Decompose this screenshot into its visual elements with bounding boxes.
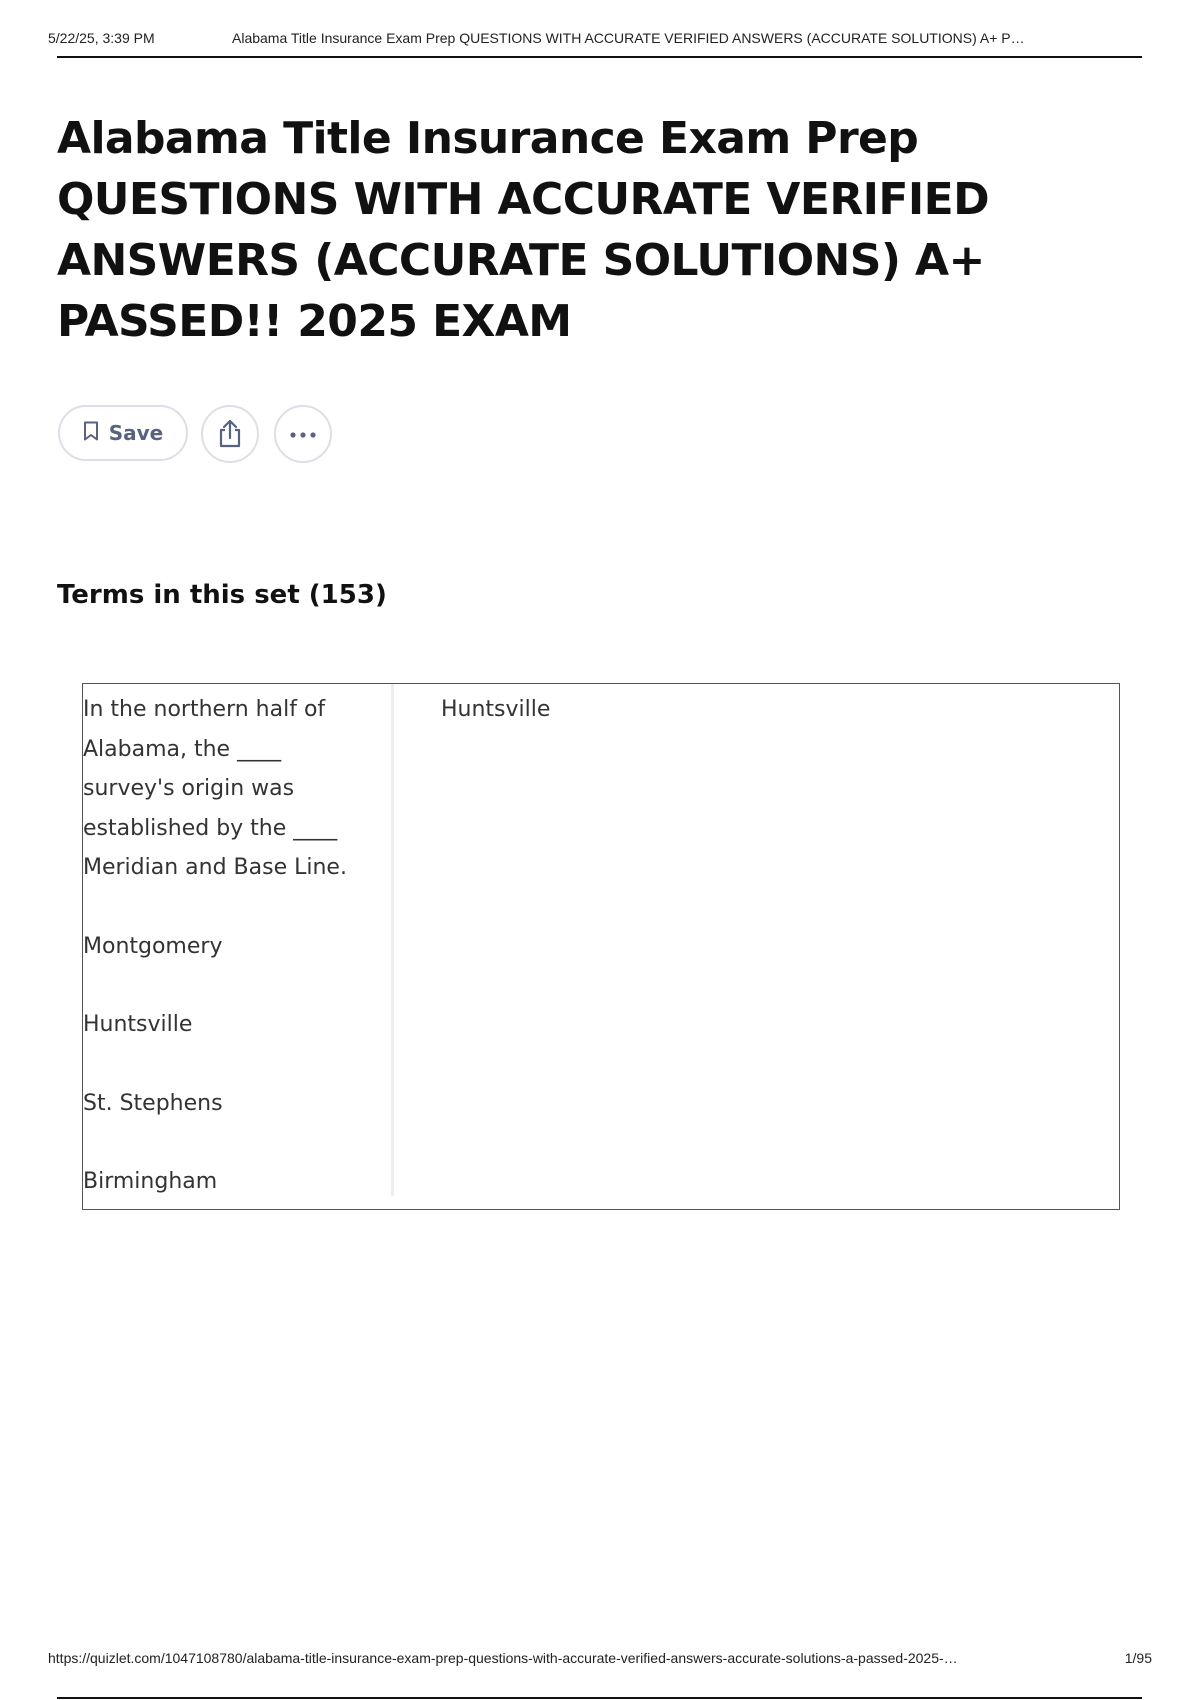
term-option: Birmingham: [83, 1169, 218, 1194]
header-divider: [57, 56, 1142, 58]
bookmark-icon: [83, 421, 99, 446]
term-option: Huntsville: [83, 1012, 193, 1037]
more-horizontal-icon: [289, 427, 317, 442]
footer-divider: [57, 1697, 1142, 1699]
term-question: In the northern half of Alabama, the ____ survey's origin was established by the ____ Meridian and Base Line.: [83, 697, 347, 880]
print-page-number: 1/95: [1124, 1650, 1152, 1666]
page-title: Alabama Title Insurance Exam Prep QUESTIONS WITH ACCURATE VERIFIED ANSWERS (ACCURATE SOLUTIONS) A+ PASSED!! 2025 EXAM: [57, 113, 989, 347]
terms-heading: Terms in this set (153): [57, 580, 387, 610]
print-date: 5/22/25, 3:39 PM: [48, 30, 155, 46]
print-footer-url: https://quizlet.com/1047108780/alabama-title-insurance-exam-prep-questions-with-accurate-verified-answers-accurate-solutions-a-passed-2025-…: [48, 1650, 958, 1666]
term-option: St. Stephens: [83, 1090, 223, 1116]
term-side: [83, 690, 383, 1202]
more-options-button[interactable]: [274, 405, 332, 463]
term-option: Montgomery: [83, 933, 223, 959]
share-icon: [217, 418, 243, 451]
term-divider: [391, 684, 394, 1196]
term-answer: Huntsville: [441, 697, 551, 722]
term-card: [82, 683, 1120, 1210]
save-button-label: Save: [108, 421, 164, 445]
save-button[interactable]: [58, 405, 188, 461]
share-button[interactable]: [201, 405, 259, 463]
print-header: [48, 30, 1148, 48]
print-document-title: Alabama Title Insurance Exam Prep QUESTIONS WITH ACCURATE VERIFIED ANSWERS (ACCURATE SOLUTIONS) A+ P…: [232, 30, 1025, 46]
